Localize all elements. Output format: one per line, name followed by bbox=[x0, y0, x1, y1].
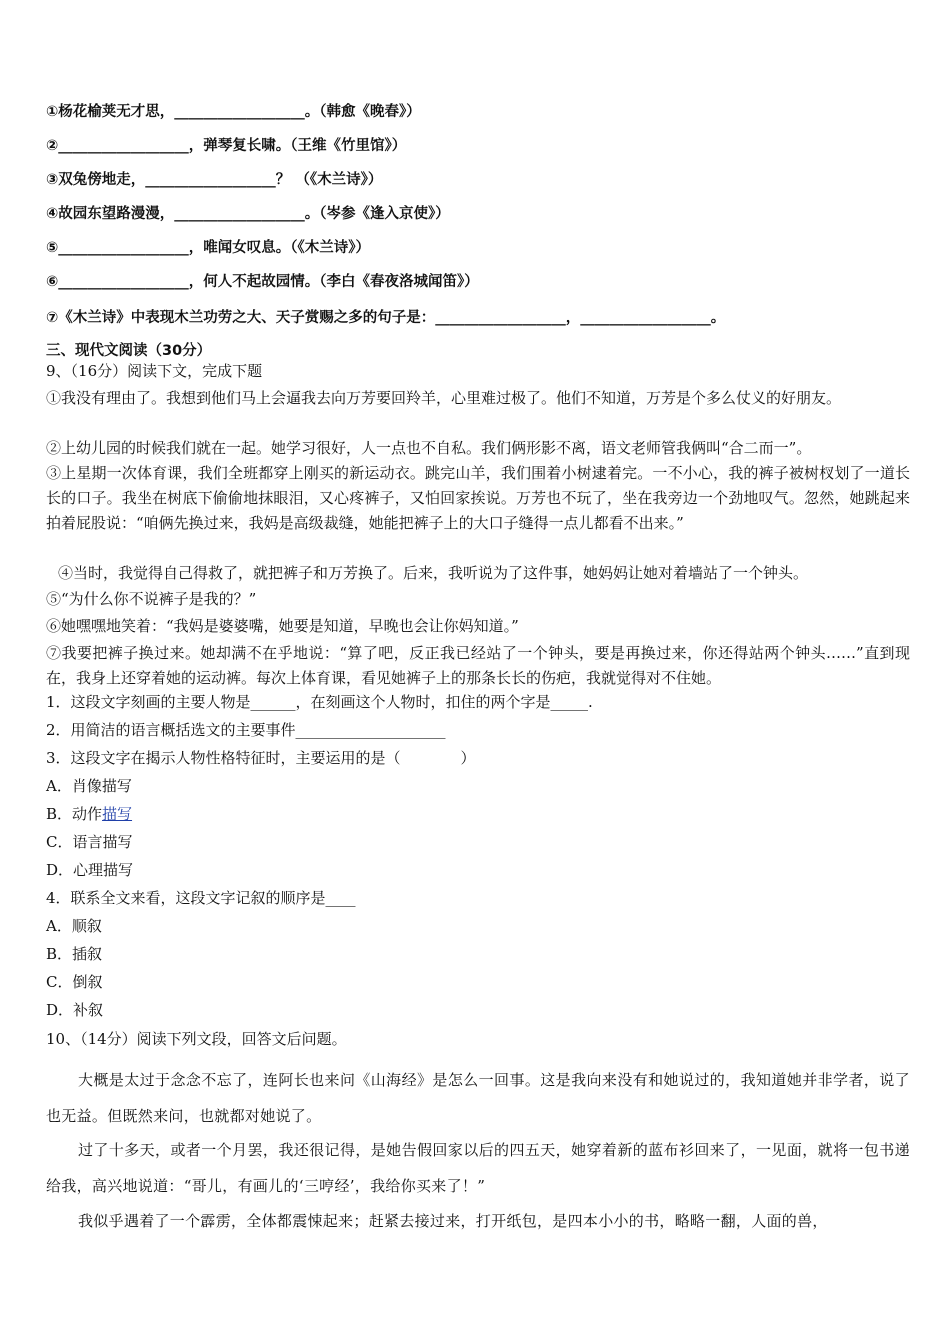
q9-sub3-option-a: A．肖像描写 bbox=[46, 777, 132, 795]
q10-paragraph-2: 过了十多天，或者一个月罢，我还很记得，是她告假回家以后的四五天，她穿着新的蓝布衫回来了，一见面，就将一包书递给我，高兴地说道：“哥儿，有画儿的‘三哼经’，我给你买来了！” bbox=[46, 1141, 910, 1195]
q9-sub3-option-d: D．心理描写 bbox=[46, 861, 134, 879]
fill-in-item-4: ④故园东望路漫漫，__________________。（岑参《逢入京使》） bbox=[46, 206, 450, 222]
fill-in-item-3: ③双兔傍地走，__________________？ （《木兰诗》） bbox=[46, 172, 383, 188]
q9-sub-question-4: 4．联系全文来看，这段文字记叙的顺序是____ bbox=[46, 889, 356, 907]
q9-sub4-option-a: A．顺叙 bbox=[46, 917, 102, 935]
q10-paragraph-1: 大概是太过于念念不忘了，连阿长也来问《山海经》是怎么一回事。这是我向来没有和她说过的，我知道她并非学者，说了也无益。但既然来问，也就都对她说了。 bbox=[46, 1071, 910, 1125]
q9-paragraph-2: ②上幼儿园的时候我们就在一起。她学习很好，人一点也不自私。我们俩形影不离，语文老师管我俩叫“合二而一”。 bbox=[46, 439, 812, 457]
section-title: 三、现代文阅读（30分） bbox=[46, 343, 212, 359]
option-b-link[interactable]: 描写 bbox=[102, 805, 133, 823]
q9-sub-question-3: 3．这段文字在揭示人物性格特征时，主要运用的是（ ） bbox=[46, 749, 476, 767]
fill-in-item-7: ⑦《木兰诗》中表现木兰功劳之大、天子赏赐之多的句子是：__________________，__________________。 bbox=[46, 310, 726, 326]
q9-sub3-option-b bbox=[46, 804, 910, 824]
q9-sub-question-2: 2．用简洁的语言概括选文的主要事件____________________ bbox=[46, 721, 446, 739]
q9-paragraph-4: ④当时，我觉得自己得救了，就把裤子和万芳换了。后来，我听说为了这件事，她妈妈让她对着墙站了一个钟头。 bbox=[58, 564, 809, 582]
q9-sub-question-1: 1．这段文字刻画的主要人物是______，在刻画这个人物时，扣住的两个字是_____. bbox=[46, 693, 593, 711]
q9-paragraph-1: ①我没有理由了。我想到他们马上会逼我去向万芳要回羚羊，心里难过极了。他们不知道，万芳是个多么仗义的好朋友。 bbox=[46, 389, 842, 407]
q10-header: 10、（14分）阅读下列文段，回答文后问题。 bbox=[46, 1030, 347, 1048]
q9-paragraph-5: ⑤“为什么你不说裤子是我的？” bbox=[46, 590, 257, 608]
q9-sub4-option-b: B．插叙 bbox=[46, 945, 103, 963]
q9-paragraph-3: ③上星期一次体育课，我们全班都穿上刚买的新运动衣。跳完山羊，我们围着小树逮着完。一不小心，我的裤子被树杈划了一道长长的口子。我坐在树底下偷偷地抹眼泪，又心疼裤子，又怕回家挨说。万芳也不玩了，坐在我旁边一个劲地叹气。忽然，她跳起来拍着屁股说：“咱俩先换过来，我妈是高级裁缝，她能把裤子上的大口子缝得一点儿都看不出来。” bbox=[46, 464, 910, 532]
option-b-prefix: B．动作 bbox=[46, 805, 103, 823]
q9-sub4-option-c: C．倒叙 bbox=[46, 973, 103, 991]
q9-sub4-option-d: D．补叙 bbox=[46, 1001, 104, 1019]
fill-in-item-1: ①杨花榆荚无才思，__________________。（韩愈《晚春》） bbox=[46, 104, 421, 120]
q9-paragraph-6: ⑥她嘿嘿地笑着：“我妈是婆婆嘴，她要是知道，早晚也会让你妈知道。” bbox=[46, 617, 519, 635]
q10-paragraph-3: 我似乎遇着了一个霹雳，全体都震悚起来；赶紧去接过来，打开纸包，是四本小小的书，略略一翻，人面的兽， bbox=[78, 1212, 828, 1230]
fill-in-item-2: ②__________________，弹琴复长啸。（王维《竹里馆》） bbox=[46, 138, 407, 154]
q9-header: 9、（16分）阅读下文，完成下题 bbox=[46, 362, 263, 380]
q9-sub3-option-c: C．语言描写 bbox=[46, 833, 133, 851]
fill-in-item-5: ⑤__________________，唯闻女叹息。（《木兰诗》） bbox=[46, 240, 371, 256]
fill-in-item-6: ⑥__________________，何人不起故园情。（李白《春夜洛城闻笛》） bbox=[46, 274, 479, 290]
q9-paragraph-7: ⑦我要把裤子换过来。她却满不在乎地说：“算了吧，反正我已经站了一个钟头，要是再换过来，你还得站两个钟头……”直到现在，我身上还穿着她的运动裤。每次上体育课，看见她裤子上的那条长长的伤疤，我就觉得对不住她。 bbox=[46, 644, 910, 687]
